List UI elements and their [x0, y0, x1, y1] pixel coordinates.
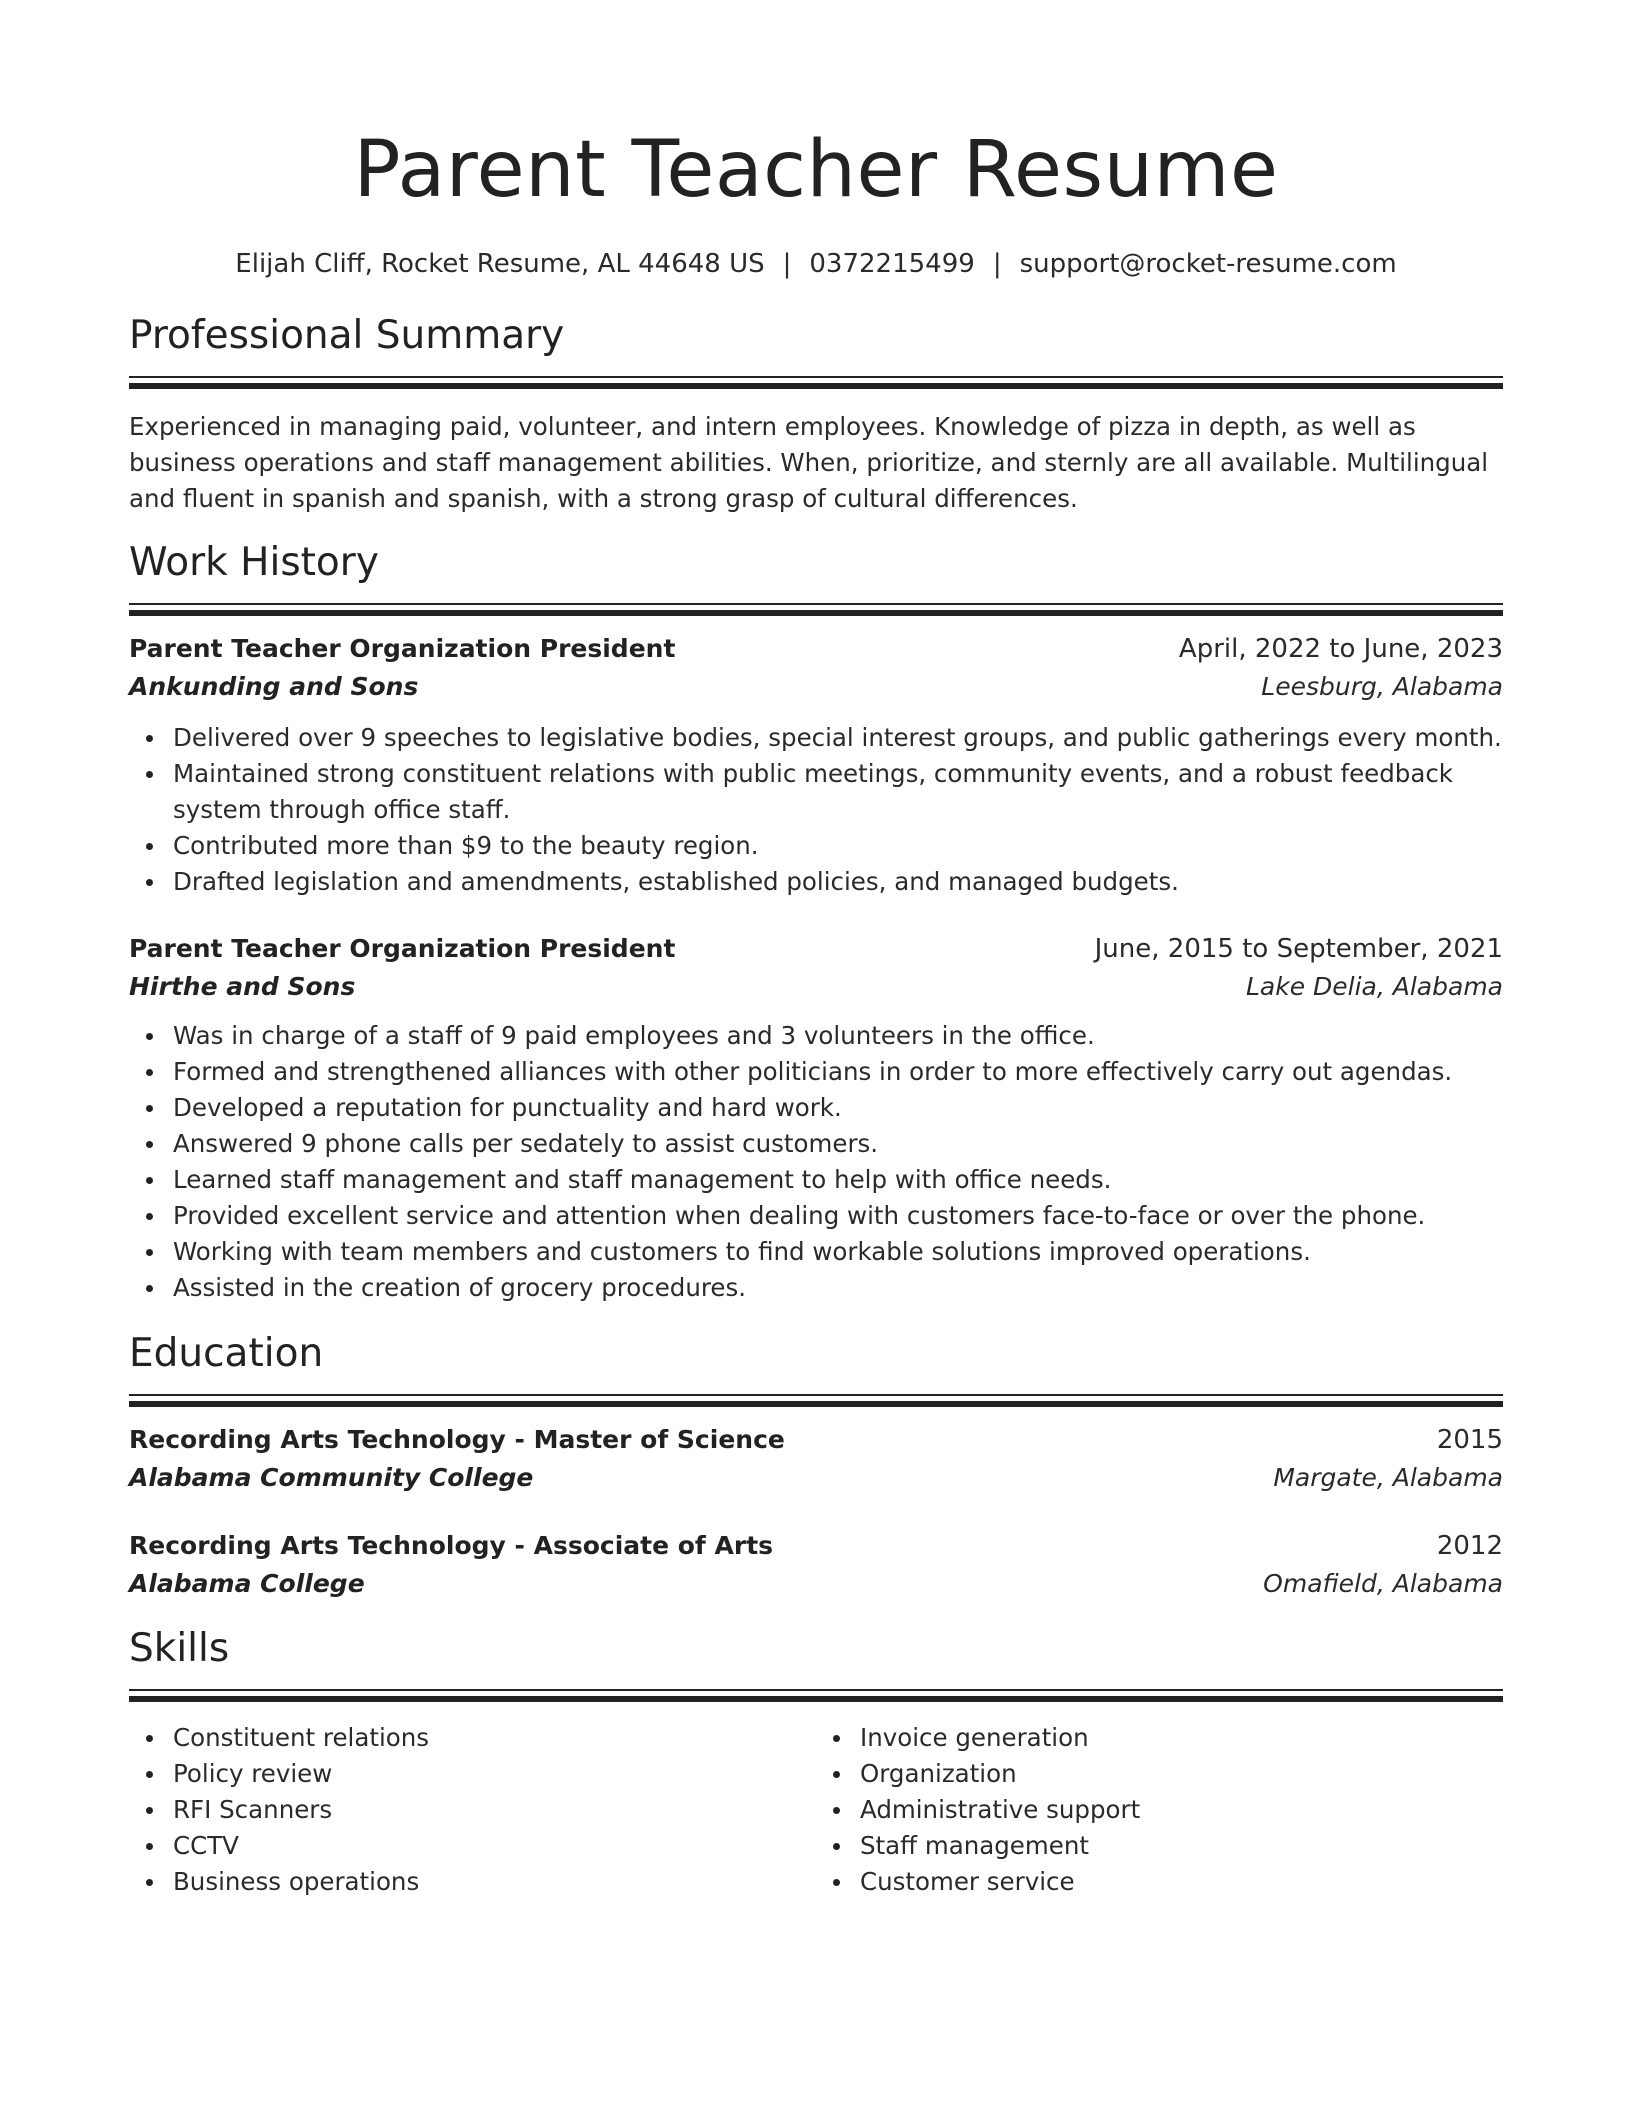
- list-item: Learned staff management and staff management to help with office needs.: [173, 1162, 1503, 1198]
- list-item: Drafted legislation and amendments, established policies, and managed budgets.: [173, 864, 1503, 900]
- job-dates: April, 2022 to June, 2023: [1178, 634, 1503, 664]
- section-heading-education: Education: [129, 1331, 324, 1376]
- section-heading-summary: Professional Summary: [129, 313, 565, 358]
- job-header-row: [129, 630, 1503, 668]
- list-item: Contributed more than $9 to the beauty region.: [173, 828, 1503, 864]
- education-location: Margate, Alabama: [1273, 1463, 1503, 1492]
- education-school: Alabama Community College: [129, 1463, 534, 1492]
- skill-item: Constituent relations: [173, 1720, 816, 1756]
- skill-item: Invoice generation: [860, 1720, 1503, 1756]
- skill-item: RFI Scanners: [173, 1792, 816, 1828]
- skills-section: [129, 1623, 1503, 1900]
- education-year: 2012: [1436, 1531, 1503, 1561]
- contact-line: [129, 246, 1503, 282]
- job-header-row: [129, 930, 1503, 968]
- list-item: Developed a reputation for punctuality and hard work.: [173, 1090, 1503, 1126]
- list-item: Working with team members and customers to find workable solutions improved operations.: [173, 1234, 1503, 1270]
- skills-list-right: [816, 1720, 1503, 1900]
- education-header-row: [129, 1527, 1503, 1565]
- skill-item: Organization: [860, 1756, 1503, 1792]
- education-school-row: [129, 1459, 1503, 1497]
- resume-title: Parent Teacher Resume: [353, 125, 1279, 215]
- skill-item: Administrative support: [860, 1792, 1503, 1828]
- contact-separator: |: [992, 249, 1002, 279]
- education-year: 2015: [1436, 1425, 1503, 1455]
- summary-section: [129, 310, 1503, 517]
- job-entry: [129, 630, 1503, 900]
- skill-item: Business operations: [173, 1864, 816, 1900]
- education-school: Alabama College: [129, 1569, 365, 1598]
- job-company: Hirthe and Sons: [129, 972, 356, 1001]
- job-dates: June, 2015 to September, 2021: [1094, 934, 1503, 964]
- education-entry: [129, 1527, 1503, 1603]
- job-title: Parent Teacher Organization President: [129, 634, 676, 663]
- skill-item: Policy review: [173, 1756, 816, 1792]
- education-location: Omafield, Alabama: [1263, 1569, 1503, 1598]
- job-title: Parent Teacher Organization President: [129, 934, 676, 963]
- job-location: Leesburg, Alabama: [1261, 672, 1503, 701]
- education-degree: Recording Arts Technology - Master of Science: [129, 1425, 785, 1454]
- list-item: Answered 9 phone calls per sedately to assist customers.: [173, 1126, 1503, 1162]
- skill-item: Customer service: [860, 1864, 1503, 1900]
- education-school-row: [129, 1565, 1503, 1603]
- section-divider: [129, 1394, 1503, 1405]
- education-section: [129, 1328, 1503, 1603]
- job-bullets: [129, 720, 1503, 900]
- list-item: Assisted in the creation of grocery procedures.: [173, 1270, 1503, 1306]
- contact-separator: |: [782, 249, 792, 279]
- summary-text: Experienced in managing paid, volunteer, and intern employees. Knowledge of pizza in depth, as well as business operations and staff management abilities. When, prioritize, and sternly are all available. Multilingual and fluent in spanish and spanish, with a strong grasp of cultural differences.: [129, 412, 1489, 513]
- job-company: Ankunding and Sons: [129, 672, 419, 701]
- job-bullets: [129, 1018, 1503, 1306]
- list-item: Maintained strong constituent relations with public meetings, community events, and a robust feedback system through office staff.: [173, 756, 1503, 828]
- section-divider: [129, 376, 1503, 387]
- section-heading-work-history: Work History: [129, 540, 379, 585]
- contact-phone: 0372215499: [809, 249, 975, 279]
- section-heading-skills: Skills: [129, 1626, 230, 1671]
- education-entry: [129, 1421, 1503, 1497]
- job-entry: [129, 930, 1503, 1306]
- section-divider: [129, 1689, 1503, 1700]
- job-location: Lake Delia, Alabama: [1245, 972, 1503, 1001]
- section-divider: [129, 603, 1503, 614]
- work-history-section: [129, 537, 1503, 1306]
- list-item: Formed and strengthened alliances with other politicians in order to more effectively carry out agendas.: [173, 1054, 1503, 1090]
- education-degree: Recording Arts Technology - Associate of Arts: [129, 1531, 774, 1560]
- education-header-row: [129, 1421, 1503, 1459]
- contact-email[interactable]: support@rocket-resume.com: [1019, 249, 1397, 279]
- skill-item: Staff management: [860, 1828, 1503, 1864]
- skill-item: CCTV: [173, 1828, 816, 1864]
- job-company-row: [129, 968, 1503, 1006]
- skills-list-left: [129, 1720, 816, 1900]
- job-company-row: [129, 668, 1503, 706]
- list-item: Was in charge of a staff of 9 paid employees and 3 volunteers in the office.: [173, 1018, 1503, 1054]
- list-item: Delivered over 9 speeches to legislative bodies, special interest groups, and public gatherings every month.: [173, 720, 1503, 756]
- contact-address: Elijah Cliff, Rocket Resume, AL 44648 US: [235, 249, 765, 279]
- skills-grid: [129, 1720, 1503, 1900]
- list-item: Provided excellent service and attention when dealing with customers face-to-face or over the phone.: [173, 1198, 1503, 1234]
